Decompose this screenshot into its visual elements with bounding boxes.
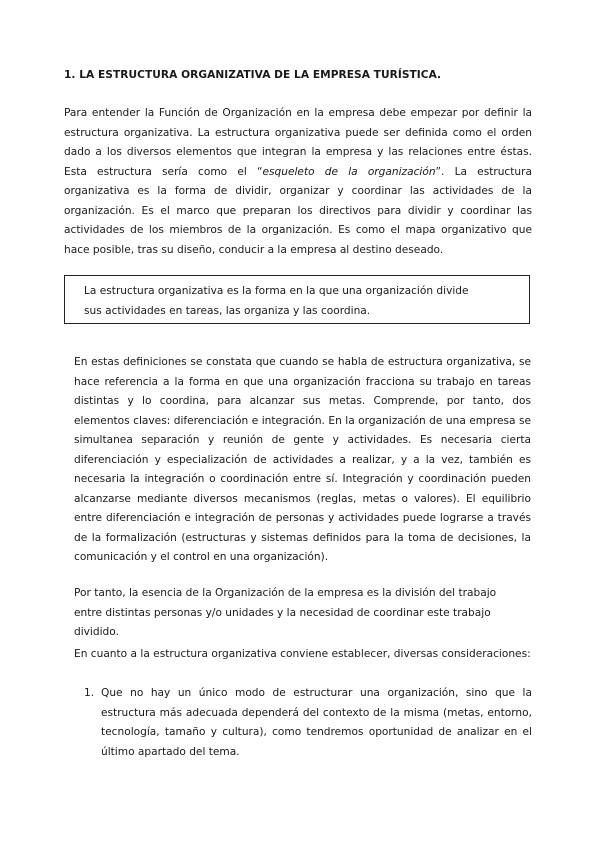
considerations-list: [84, 684, 532, 762]
intro-italic-phrase: esqueleto de la organización: [262, 165, 436, 178]
list-item: [84, 684, 532, 762]
definitions-paragraph: En estas definiciones se constata que cuando se habla de estructura organizativa, se hace referencia a la forma en que una organización fracciona su trabajo en tareas distintas y lo coordina, para alcanzar sus metas. Comprende, por tanto, dos elementos claves: diferenciación e integración. En la organización de una empresa se simultanea separación y reunión de gente y actividades. Es necesaria cierta diferenciación y especialización de actividades a realizar, y a la vez, también es necesaria la integración o coordinación entre sí. Integración y coordinación pueden alcanzarse mediante diversos mecanismos (reglas, metas o valores). El equilibrio entre diferenciación e integración de personas y actividades puede lograrse a través de la formalización (estructuras y sistemas definidos para la toma de decisiones, la comunicación y el control en una organización).: [74, 356, 531, 563]
list-item-text: Que no hay un único modo de estructurar una organización, sino que la estructura más adecuada dependerá del contexto de la misma (metas, entorno, tecnología, tamaño y cultura), como tendremos oportunidad de analizar en el último apartado del tema.: [101, 687, 532, 758]
section-heading: 1. LA ESTRUCTURA ORGANIZATIVA DE LA EMPRESA TURÍSTICA.: [64, 69, 442, 81]
definition-text: [84, 282, 484, 321]
definition-line-1: La estructura organizativa es la forma en la que una organización divide: [84, 285, 469, 297]
list-item-number: 1.: [84, 687, 95, 699]
definition-box: [64, 275, 530, 324]
intro-text-end: ”. La estructura organizativa es la forma de dividir, organizar y coordinar las actividades de la organización. Es el marco que preparan los directivos para dividir y coordinar las actividades de los miembros de la organización. Es como el mapa organizativo que hace posible, tras su diseño, conducir a la empresa al destino deseado.: [64, 165, 532, 256]
considerations-intro: En cuanto a la estructura organizativa conviene establecer, diversas consideraciones:: [74, 648, 531, 660]
essence-paragraph: Por tanto, la esencia de la Organización de la empresa es la división del trabajo entre distintas personas y/o unidades y la necesidad de coordinar este trabajo dividido.: [74, 587, 497, 638]
intro-paragraph: [64, 104, 532, 260]
intro-text-start: Para entender la Función de Organización en la empresa debe empezar por definir la estructura organizativa. La estructura organizativa puede ser definida como el orden dado a los diversos elementos que integran la empresa y las relaciones entre éstas. Esta estructura sería como el “: [64, 107, 532, 178]
definition-line-2: sus actividades en tareas, las organiza y las coordina.: [84, 304, 371, 317]
